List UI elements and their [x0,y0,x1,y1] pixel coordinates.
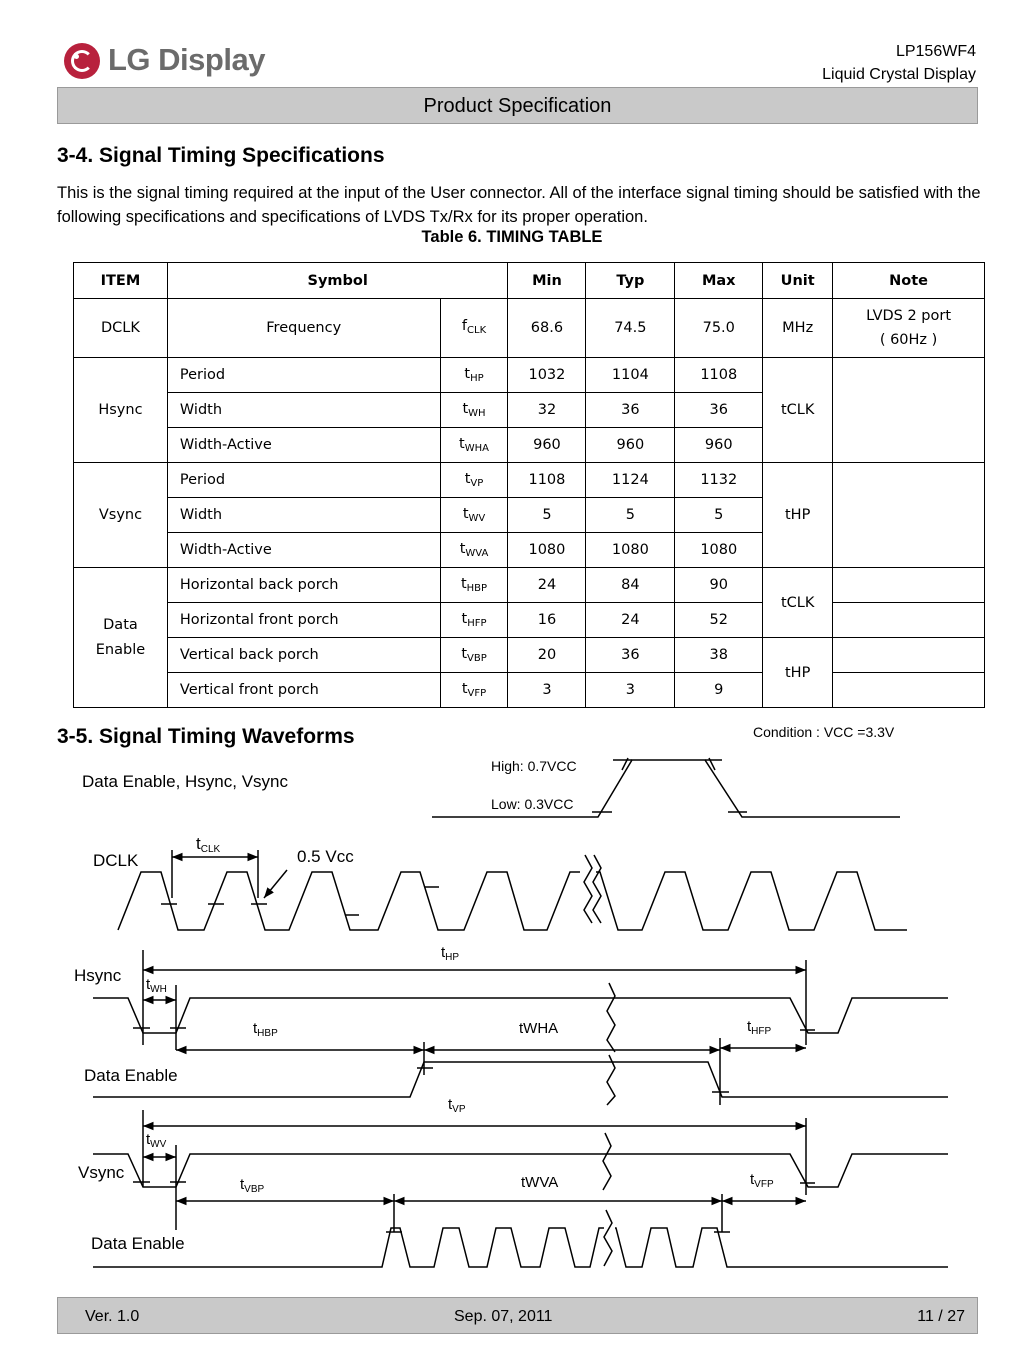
label-thfp: $t_{HFP}$ [747,1018,772,1037]
dclk-symbol: $f_{CLK}$ [440,299,508,358]
hsync-width-active-min: 960 [508,428,586,463]
de-hbp-symbol: $t_{HBP}$ [440,568,508,603]
condition-note: Condition : VCC =3.3V [753,724,895,740]
hsync-period-name: Period [167,358,440,393]
vsync-period-min: 1108 [508,463,586,498]
footer-page: 11 / 27 [917,1308,965,1325]
de-hfp-typ: 24 [586,603,675,638]
de-vfp-min: 3 [508,673,586,708]
de-hbp-min: 24 [508,568,586,603]
hsync-item: Hsync [74,358,168,463]
header-min: Min [508,263,586,299]
dclk-waveform [118,872,580,930]
de-hbp-max: 90 [675,568,763,603]
label-high-level: High: 0.7VCC [491,758,577,774]
de-vbp-min: 20 [508,638,586,673]
product-type: Liquid Crystal Display [822,66,976,83]
label-twh: $t_{WH}$ [146,976,167,995]
vsync-width-min: 5 [508,498,586,533]
de-h-waveform [93,1062,948,1097]
vsync-width-active-min: 1080 [508,533,586,568]
label-tvbp: $t_{VBP}$ [240,1176,265,1195]
table-caption: Table 6. TIMING TABLE [421,228,603,246]
data-enable-item: Data Enable [74,568,168,708]
hsync-width-name: Width [167,393,440,428]
vsync-item: Vsync [74,463,168,568]
label-data-enable-h: Data Enable [84,1066,178,1085]
hsync-width-max: 36 [675,393,763,428]
label-half-vcc: 0.5 Vcc [297,847,354,866]
de-vbp-max: 38 [675,638,763,673]
header-item: ITEM [74,263,168,299]
de-hfp-name: Horizontal front porch [167,603,440,638]
vsync-period-typ: 1124 [586,463,675,498]
model-number: LP156WF4 [895,43,976,60]
hsync-unit: tCLK [763,358,833,463]
label-tvp: $t_{VP}$ [448,1096,466,1115]
de-hfp-max: 52 [675,603,763,638]
hsync-period-min: 1032 [508,358,586,393]
hsync-width-typ: 36 [586,393,675,428]
label-twha: tWHA [519,1020,559,1037]
vsync-width-active-max: 1080 [675,533,763,568]
dclk-max: 75.0 [675,299,763,358]
vsync-width-typ: 5 [586,498,675,533]
de-vfp-name: Vertical front porch [167,673,440,708]
label-twva: tWVA [521,1174,559,1191]
vsync-width-symbol: $t_{WV}$ [440,498,508,533]
de-vbp-name: Vertical back porch [167,638,440,673]
vsync-width-name: Width [167,498,440,533]
label-tclk: $t_{CLK}$ [196,834,221,855]
label-vsync: Vsync [78,1163,125,1182]
vsync-unit: tHP [763,463,833,568]
hsync-period-max: 1108 [675,358,763,393]
hsync-width-active-name: Width-Active [167,428,440,463]
de-vbp-typ: 36 [586,638,675,673]
section-34-title: 3-4. Signal Timing Specifications [57,144,385,167]
logo-text: LG Display [108,42,265,77]
de-vfp-max: 9 [675,673,763,708]
vsync-width-max: 5 [675,498,763,533]
footer-date: Sep. 07, 2011 [454,1308,553,1325]
dclk-note: LVDS 2 port ( 60Hz ) [833,299,985,358]
de-hfp-symbol: $t_{HFP}$ [440,603,508,638]
de-unit-h: tCLK [763,568,833,638]
de-vbp-symbol: $t_{VBP}$ [440,638,508,673]
section-34-paragraph: This is the signal timing required at the input of the User connector. All of the interface signal timing should be satisfied with the following specifications and specifications of LVDS Tx/Rx for its proper operation. [57,184,981,226]
hsync-width-active-max: 960 [675,428,763,463]
label-thbp: $t_{HBP}$ [253,1020,278,1039]
de-unit-v: tHP [763,638,833,708]
label-de-hsync-vsync: Data Enable, Hsync, Vsync [82,772,288,791]
product-spec-banner: Product Specification [57,87,978,124]
footer-version: Ver. 1.0 [85,1308,140,1325]
de-hbp-name: Horizontal back porch [167,568,440,603]
label-hsync: Hsync [74,966,122,985]
hsync-width-active-typ: 960 [586,428,675,463]
vsync-period-max: 1132 [675,463,763,498]
dclk-min: 68.6 [508,299,586,358]
dclk-unit: MHz [763,299,833,358]
header-max: Max [675,263,763,299]
vsync-width-active-name: Width-Active [167,533,440,568]
label-low-level: Low: 0.3VCC [491,796,574,812]
hsync-width-min: 32 [508,393,586,428]
label-tvfp: $t_{VFP}$ [750,1171,774,1190]
hsync-width-active-symbol: $t_{WHA}$ [440,428,508,463]
header-typ: Typ [586,263,675,299]
dclk-name: Frequency [167,299,440,358]
hsync-period-symbol: $t_{HP}$ [440,358,508,393]
header-unit: Unit [763,263,833,299]
label-dclk: DCLK [93,851,139,870]
label-twv: $t_{WV}$ [146,1131,167,1150]
header-note: Note [833,263,985,299]
vsync-period-symbol: $t_{VP}$ [440,463,508,498]
hsync-width-symbol: $t_{WH}$ [440,393,508,428]
label-thp: $t_{HP}$ [441,944,460,963]
dclk-typ: 74.5 [586,299,675,358]
section-35-title: 3-5. Signal Timing Waveforms [57,725,355,748]
hsync-period-typ: 1104 [586,358,675,393]
de-vfp-symbol: $t_{VFP}$ [440,673,508,708]
dclk-item: DCLK [74,299,168,358]
label-data-enable-v: Data Enable [91,1234,185,1253]
vsync-width-active-typ: 1080 [586,533,675,568]
vsync-period-name: Period [167,463,440,498]
dclk-waveform-2 [596,872,907,930]
header-symbol: Symbol [167,263,508,299]
de-hfp-min: 16 [508,603,586,638]
page-footer [57,1297,978,1334]
de-hbp-typ: 84 [586,568,675,603]
de-vfp-typ: 3 [586,673,675,708]
vsync-width-active-symbol: $t_{WVA}$ [440,533,508,568]
